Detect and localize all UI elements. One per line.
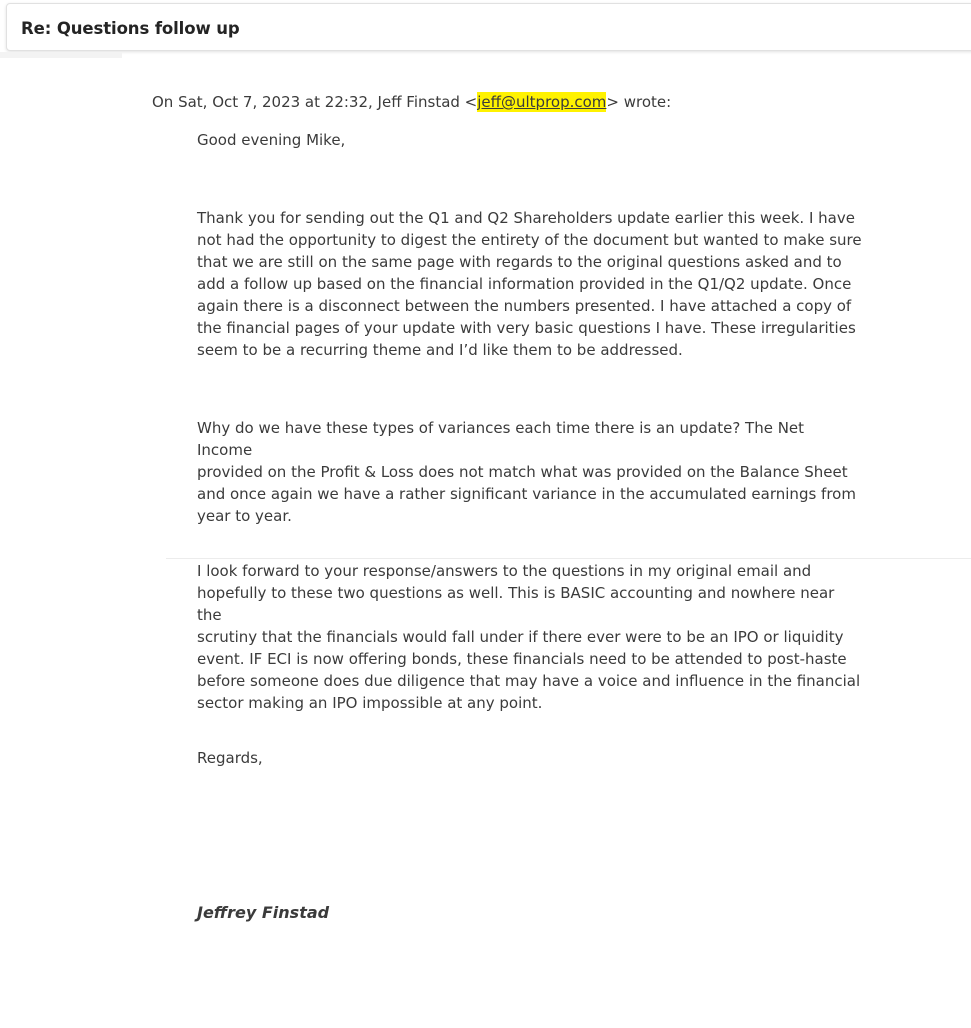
greeting: Good evening Mike,: [197, 131, 346, 149]
email-subject: Re: Questions follow up: [21, 19, 240, 38]
signature: Jeffrey Finstad: [197, 903, 330, 922]
closing: Regards,: [197, 749, 263, 767]
divider: [166, 558, 971, 559]
quote-header-prefix: On Sat, Oct 7, 2023 at 22:32, Jeff Finstad <: [152, 93, 478, 111]
body-paragraph-3: I look forward to your response/answers to the questions in my original email and hopefully to these two questions as well. This is BASIC accounting and nowhere near the scrutiny that the financials would fall under if there ever were to be an IPO or liquidity event. IF ECI is now offering bonds, these financials need to be attended to post-haste before someone does due diligence that may have a voice and influence in the financial sector making an IPO impossible at any point.: [197, 562, 861, 712]
subject-header: [6, 3, 971, 51]
body-paragraph-1: Thank you for sending out the Q1 and Q2 Shareholders update earlier this week. I have not had the opportunity to digest the entirety of the document but wanted to make sure that we are still on the same page with regards to the original questions asked and to add a follow up based on the financial information provided in the Q1/Q2 update. Once again there is a disconnect between the numbers presented. I have attached a copy of the financial pages of your update with very basic questions I have. These irregularities seem to be a recurring theme and I’d like them to be addressed.: [197, 209, 862, 359]
sender-email-link[interactable]: jeff@ultprop.com: [477, 93, 607, 111]
quote-header-suffix: > wrote:: [606, 93, 672, 111]
body-paragraph-2: Why do we have these types of variances each time there is an update? The Net Income provided on the Profit & Loss does not match what was provided on the Balance Sheet and once again we have a rather significant variance in the accumulated earnings from year to year.: [197, 419, 856, 525]
quote-header: [152, 93, 671, 111]
panel-edge: [0, 52, 122, 58]
